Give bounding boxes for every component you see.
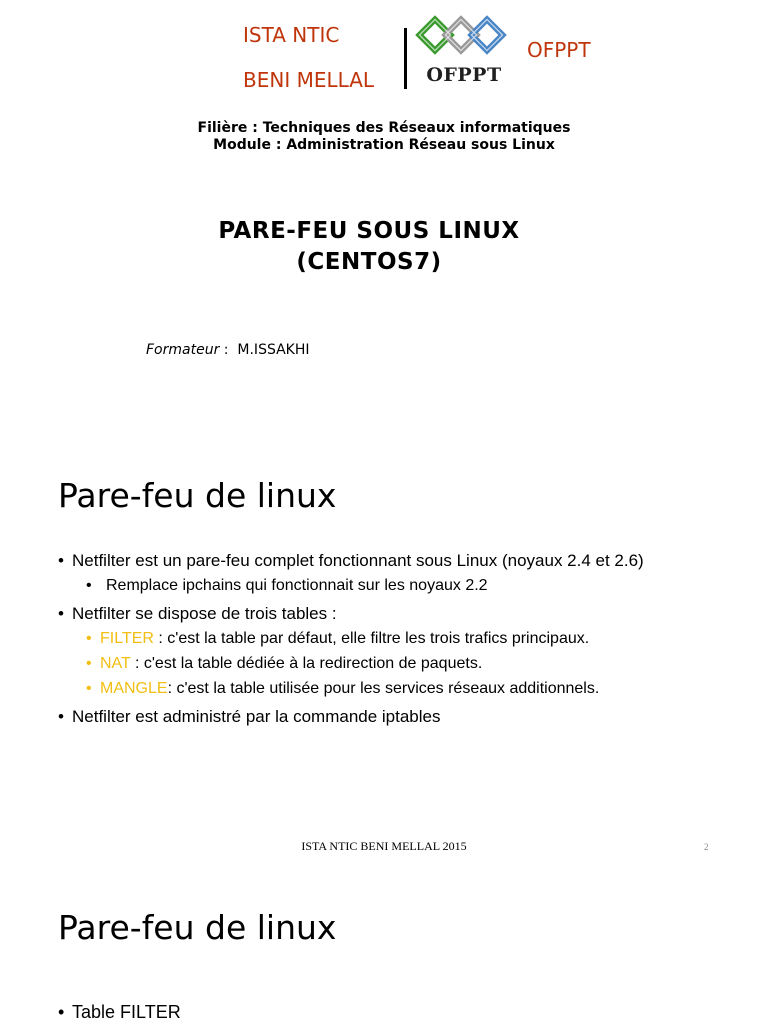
bullet-icon: • bbox=[86, 655, 92, 672]
slide-2-footer: ISTA NTIC BENI MELLAL 2015 bbox=[301, 839, 467, 853]
list-item-filter bbox=[58, 629, 644, 649]
slide-3 bbox=[0, 870, 768, 1024]
bullet-text: Remplace ipchains qui fonctionnait sur les noyaux 2.2 bbox=[106, 577, 488, 594]
cover-slide bbox=[0, 0, 768, 440]
org-name-line2: BENI MELLAL bbox=[243, 68, 375, 92]
org-name-line1: ISTA NTIC bbox=[243, 23, 340, 47]
bullet-icon: • bbox=[58, 551, 64, 570]
trainer-line bbox=[146, 342, 310, 358]
list-item-mangle bbox=[58, 679, 644, 699]
table-desc: : c'est la table par défaut, elle filtre les trois trafics principaux. bbox=[153, 630, 590, 647]
header-separator bbox=[404, 28, 407, 89]
module-line: Module : Administration Réseau sous Linux bbox=[213, 137, 555, 153]
table-desc: : c'est la table dédiée à la redirection de paquets. bbox=[130, 655, 483, 672]
slide-2-page-number: 2 bbox=[704, 842, 709, 852]
bullet-icon: • bbox=[86, 680, 92, 697]
table-name: NAT bbox=[100, 655, 131, 672]
presentation-title-line1: PARE-FEU SOUS LINUX bbox=[218, 218, 520, 244]
list-item bbox=[58, 604, 644, 624]
slide-2-bullet-list bbox=[58, 551, 644, 727]
trainer-separator: : bbox=[219, 342, 238, 358]
trainer-label: Formateur bbox=[146, 342, 220, 358]
presentation-title-line2: (CENTOS7) bbox=[296, 249, 442, 275]
slide-2-heading: Pare-feu de linux bbox=[58, 476, 337, 515]
bullet-text: Netfilter est administré par la commande iptables bbox=[72, 707, 441, 726]
bullet-text: Table FILTER bbox=[72, 1002, 181, 1022]
bullet-icon: • bbox=[58, 1002, 65, 1022]
ofppt-logo-icon bbox=[414, 14, 514, 70]
table-name: FILTER bbox=[100, 630, 154, 647]
bullet-text: Netfilter est un pare-feu complet fonctionnant sous Linux (noyaux 2.4 et 2.6) bbox=[72, 551, 644, 570]
bullet-text: Netfilter se dispose de trois tables : bbox=[72, 604, 337, 623]
bullet-icon: • bbox=[58, 707, 64, 726]
org-name-right: OFPPT bbox=[527, 38, 591, 62]
table-name: MANGLE bbox=[100, 680, 168, 697]
ofppt-logo bbox=[414, 14, 514, 94]
list-item bbox=[58, 707, 644, 727]
trainer-name: M.ISSAKHI bbox=[237, 342, 310, 358]
filiere-line: Filière : Techniques des Réseaux informatiques bbox=[197, 120, 571, 136]
ofppt-logo-text: OFPPT bbox=[426, 64, 502, 86]
bullet-icon: • bbox=[86, 577, 92, 594]
bullet-icon: • bbox=[58, 604, 64, 623]
bullet-icon: • bbox=[86, 630, 92, 647]
list-item bbox=[58, 551, 644, 571]
table-desc: : c'est la table utilisée pour les services réseaux additionnels. bbox=[167, 680, 600, 697]
slide-3-bullet-list bbox=[58, 1002, 181, 1022]
slide-3-heading: Pare-feu de linux bbox=[58, 908, 337, 947]
list-item-nat bbox=[58, 654, 644, 674]
list-item bbox=[58, 576, 644, 596]
list-item bbox=[58, 1002, 181, 1022]
slide-2 bbox=[0, 440, 768, 870]
